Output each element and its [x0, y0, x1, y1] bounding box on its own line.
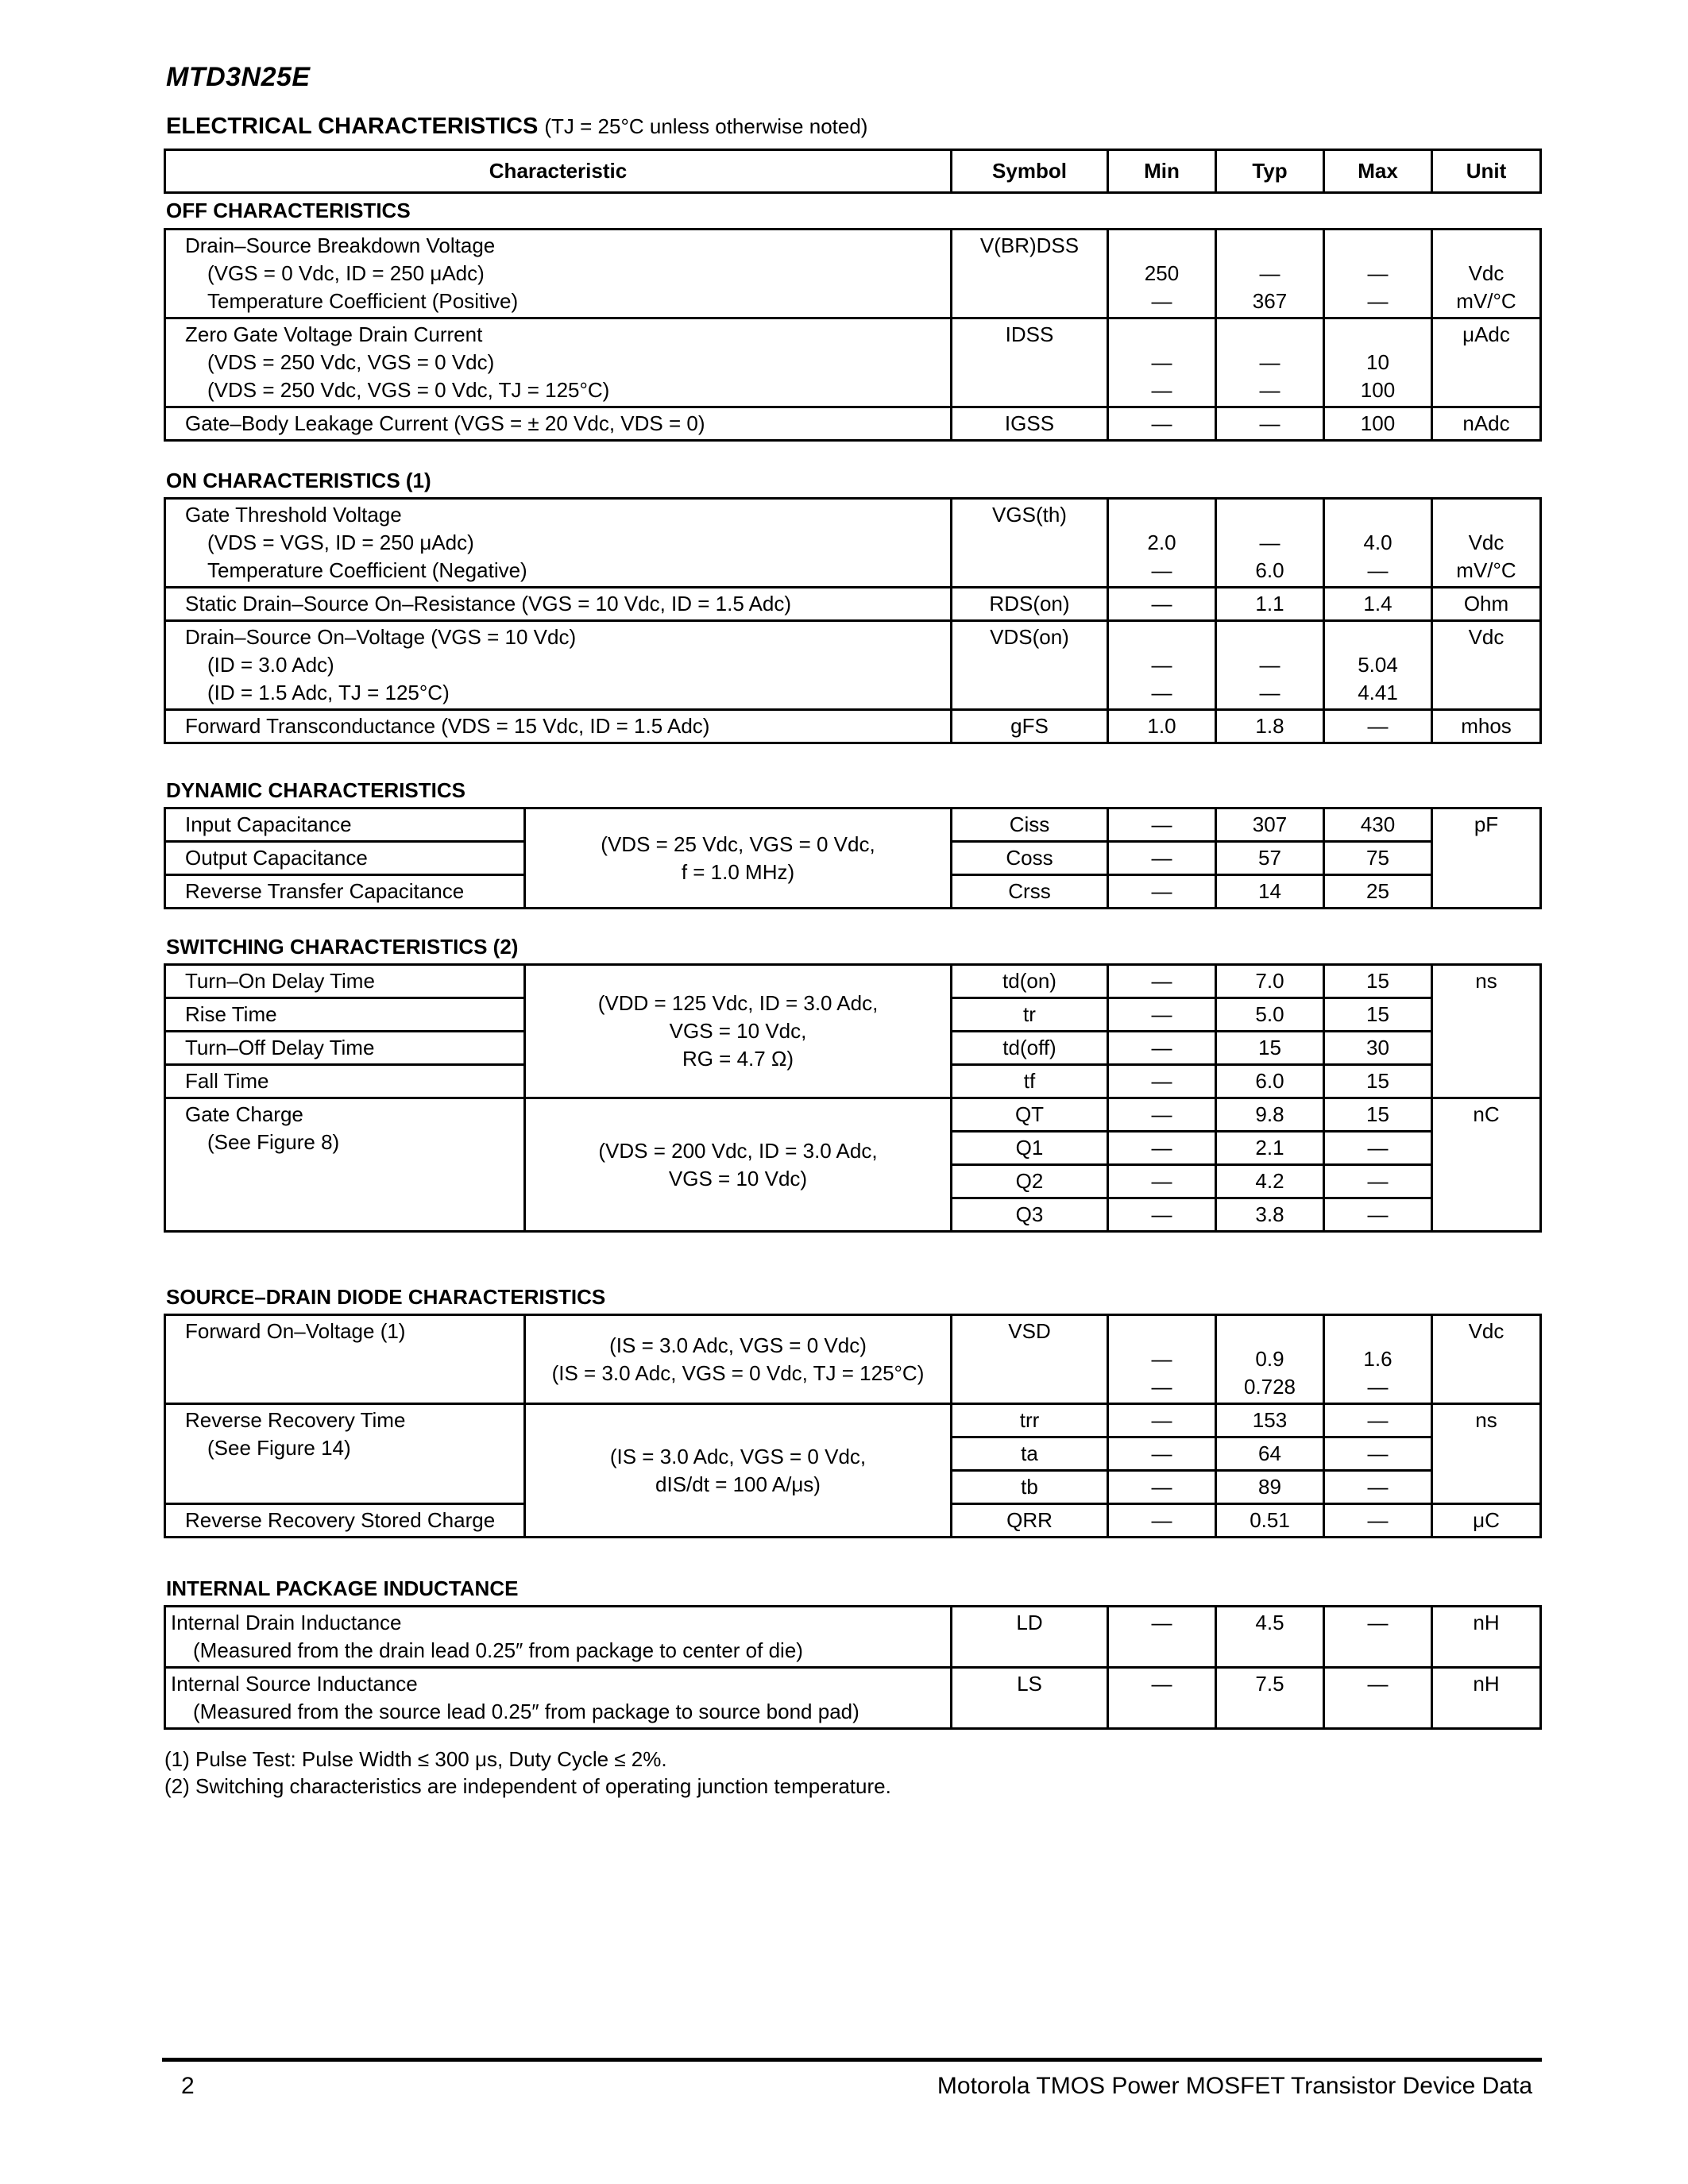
- typ-value: 3.8: [1216, 1198, 1324, 1232]
- max-value: —: [1367, 558, 1389, 582]
- switching-table: [164, 963, 1542, 1233]
- max-value: —: [1324, 1471, 1432, 1504]
- max-value: 1.4: [1324, 588, 1432, 621]
- min-value: —: [1108, 1404, 1216, 1437]
- typ-value: 14: [1216, 875, 1324, 909]
- param-name: Reverse Transfer Capacitance: [165, 875, 525, 909]
- typ-value: —: [1259, 350, 1280, 374]
- param-condition: (ID = 3.0 Adc): [207, 653, 334, 677]
- table-row: [165, 1668, 1541, 1729]
- param-name: Forward Transconductance (VDS = 15 Vdc, ID = 1.5 Adc): [165, 710, 952, 743]
- table-row: [165, 1098, 1541, 1132]
- test-condition: f = 1.0 MHz): [681, 859, 795, 884]
- unit: nH: [1432, 1668, 1541, 1729]
- typ-value: 6.0: [1255, 558, 1284, 582]
- symbol: Q3: [952, 1198, 1108, 1232]
- min-value: —: [1108, 1165, 1216, 1198]
- typ-value: 4.2: [1216, 1165, 1324, 1198]
- symbol: LD: [952, 1607, 1108, 1668]
- test-condition: (IS = 3.0 Adc, VGS = 0 Vdc, TJ = 125°C): [551, 1360, 925, 1385]
- typ-value: 0.728: [1243, 1375, 1296, 1399]
- off-table: [164, 228, 1542, 442]
- unit: Vdc: [1468, 261, 1505, 285]
- param-condition: (Measured from the source lead 0.25″ from package to source bond pad): [193, 1700, 859, 1723]
- typ-value: —: [1216, 407, 1324, 441]
- col-max: Max: [1324, 150, 1432, 193]
- section-diode: SOURCE–DRAIN DIODE CHARACTERISTICS: [166, 1285, 606, 1309]
- section-inductance: INTERNAL PACKAGE INDUCTANCE: [166, 1576, 519, 1600]
- table-row: [165, 318, 1541, 407]
- max-value: 15: [1324, 1065, 1432, 1098]
- typ-value: 0.9: [1255, 1347, 1284, 1371]
- symbol: trr: [952, 1404, 1108, 1437]
- min-value: —: [1108, 1032, 1216, 1065]
- symbol: Crss: [952, 875, 1108, 909]
- symbol: VGS(th): [952, 499, 1108, 588]
- table-row: [165, 808, 1541, 842]
- param-name: Gate Charge: [185, 1102, 303, 1126]
- param-name: Gate–Body Leakage Current (VGS = ± 20 Vdc, VDS = 0): [165, 407, 952, 441]
- symbol: td(on): [952, 965, 1108, 998]
- unit: ns: [1432, 1404, 1541, 1504]
- param-name: Output Capacitance: [165, 842, 525, 875]
- typ-value: 7.0: [1216, 965, 1324, 998]
- table-row: [165, 965, 1541, 998]
- on-table: [164, 497, 1542, 744]
- title-condition: (TJ = 25°C unless otherwise noted): [544, 114, 868, 138]
- typ-value: 4.5: [1216, 1607, 1324, 1668]
- min-value: —: [1108, 1471, 1216, 1504]
- typ-value: 1.8: [1216, 710, 1324, 743]
- typ-value: 307: [1216, 808, 1324, 842]
- max-value: —: [1324, 1668, 1432, 1729]
- unit: ns: [1432, 965, 1541, 1098]
- test-condition: RG = 4.7 Ω): [682, 1047, 794, 1071]
- max-value: —: [1324, 710, 1432, 743]
- typ-value: 7.5: [1216, 1668, 1324, 1729]
- col-unit: Unit: [1432, 150, 1541, 193]
- min-value: —: [1151, 681, 1172, 704]
- param-name: Turn–Off Delay Time: [165, 1032, 525, 1065]
- min-value: —: [1151, 1375, 1172, 1399]
- param-name: Fall Time: [165, 1065, 525, 1098]
- max-value: 10: [1366, 350, 1389, 374]
- param-name: Drain–Source On–Voltage (VGS = 10 Vdc): [185, 625, 577, 649]
- unit: nAdc: [1432, 407, 1541, 441]
- param-name: Static Drain–Source On–Resistance (VGS = 10 Vdc, ID = 1.5 Adc): [165, 588, 952, 621]
- max-value: 4.0: [1363, 531, 1393, 554]
- typ-value: —: [1259, 653, 1280, 677]
- test-condition: (IS = 3.0 Adc, VGS = 0 Vdc,: [609, 1444, 867, 1468]
- table-row: [165, 588, 1541, 621]
- param-name: Rise Time: [165, 998, 525, 1032]
- min-value: —: [1151, 653, 1172, 677]
- min-value: —: [1108, 842, 1216, 875]
- min-value: —: [1108, 1065, 1216, 1098]
- max-value: 15: [1324, 998, 1432, 1032]
- inductance-table: [164, 1605, 1542, 1730]
- param-condition: (VGS = 0 Vdc, ID = 250 μAdc): [207, 261, 485, 285]
- test-condition: (VDD = 125 Vdc, ID = 3.0 Adc,: [597, 991, 879, 1015]
- typ-value: —: [1259, 261, 1280, 285]
- diode-table: [164, 1314, 1542, 1538]
- min-value: —: [1108, 1098, 1216, 1132]
- typ-value: 0.51: [1216, 1504, 1324, 1538]
- col-symbol: Symbol: [952, 150, 1108, 193]
- dynamic-table: [164, 807, 1542, 909]
- param-condition: (VDS = 250 Vdc, VGS = 0 Vdc, TJ = 125°C): [207, 378, 610, 402]
- col-characteristic: Characteristic: [165, 150, 952, 193]
- unit: μC: [1432, 1504, 1541, 1538]
- typ-value: 9.8: [1216, 1098, 1324, 1132]
- table-row: [165, 1404, 1541, 1437]
- typ-value: 57: [1216, 842, 1324, 875]
- min-value: —: [1108, 1668, 1216, 1729]
- min-value: —: [1108, 588, 1216, 621]
- max-value: —: [1367, 289, 1389, 313]
- symbol: IGSS: [952, 407, 1108, 441]
- typ-value: 1.1: [1216, 588, 1324, 621]
- max-value: —: [1324, 1437, 1432, 1471]
- table-row: [165, 621, 1541, 710]
- param-tc: Temperature Coefficient (Positive): [207, 289, 519, 313]
- unit: Ohm: [1432, 588, 1541, 621]
- param-name: Reverse Recovery Stored Charge: [165, 1504, 525, 1538]
- symbol: RDS(on): [952, 588, 1108, 621]
- footer-rule: [162, 2058, 1542, 2062]
- unit: nC: [1432, 1098, 1541, 1232]
- table-row: [165, 1315, 1541, 1404]
- table-row: [165, 230, 1541, 318]
- param-name: Internal Drain Inductance: [171, 1611, 402, 1634]
- symbol: V(BR)DSS: [952, 230, 1108, 318]
- param-name: Input Capacitance: [165, 808, 525, 842]
- max-value: 30: [1324, 1032, 1432, 1065]
- min-value: —: [1151, 558, 1172, 582]
- min-value: —: [1151, 1347, 1172, 1371]
- param-condition: (Measured from the drain lead 0.25″ from package to center of die): [193, 1638, 803, 1662]
- min-value: —: [1108, 998, 1216, 1032]
- min-value: —: [1108, 1504, 1216, 1538]
- typ-value: 64: [1216, 1437, 1324, 1471]
- test-condition: (IS = 3.0 Adc, VGS = 0 Vdc): [609, 1333, 867, 1357]
- symbol: IDSS: [952, 318, 1108, 407]
- page-number: 2: [181, 2073, 195, 2099]
- unit: mhos: [1432, 710, 1541, 743]
- typ-value: 6.0: [1216, 1065, 1324, 1098]
- unit: μAdc: [1432, 318, 1541, 407]
- min-value: —: [1108, 407, 1216, 441]
- param-name: Reverse Recovery Time: [185, 1408, 406, 1432]
- max-value: 15: [1324, 965, 1432, 998]
- test-condition: (VDS = 200 Vdc, ID = 3.0 Adc,: [598, 1138, 878, 1163]
- footnote-1: (1) Pulse Test: Pulse Width ≤ 300 μs, Duty Cycle ≤ 2%.: [164, 1747, 667, 1771]
- min-value: —: [1108, 1132, 1216, 1165]
- max-value: 1.6: [1363, 1347, 1393, 1371]
- symbol: VDS(on): [952, 621, 1108, 710]
- table-row: [165, 407, 1541, 441]
- figure-ref: (See Figure 14): [207, 1436, 351, 1460]
- param-name: Drain–Source Breakdown Voltage: [185, 233, 496, 257]
- symbol: td(off): [952, 1032, 1108, 1065]
- symbol: gFS: [952, 710, 1108, 743]
- typ-value: 5.0: [1216, 998, 1324, 1032]
- section-dynamic: DYNAMIC CHARACTERISTICS: [166, 778, 465, 802]
- symbol: VSD: [952, 1315, 1108, 1404]
- unit: mV/°C: [1456, 289, 1516, 313]
- param-name: Zero Gate Voltage Drain Current: [185, 322, 483, 346]
- unit: pF: [1432, 808, 1541, 909]
- max-value: —: [1324, 1607, 1432, 1668]
- max-value: 100: [1324, 407, 1432, 441]
- param-condition: (VDS = 250 Vdc, VGS = 0 Vdc): [207, 350, 495, 374]
- typ-value: —: [1259, 681, 1280, 704]
- param-tc: Temperature Coefficient (Negative): [207, 558, 527, 582]
- min-value: 250: [1144, 261, 1180, 285]
- title-main: ELECTRICAL CHARACTERISTICS: [166, 114, 539, 139]
- min-value: 1.0: [1108, 710, 1216, 743]
- max-value: —: [1324, 1198, 1432, 1232]
- param-name: Internal Source Inductance: [171, 1672, 418, 1696]
- part-number: MTD3N25E: [166, 62, 311, 92]
- table-row: [165, 710, 1541, 743]
- symbol: tb: [952, 1471, 1108, 1504]
- test-condition: (VDS = 25 Vdc, VGS = 0 Vdc,: [601, 832, 875, 856]
- min-value: —: [1108, 1607, 1216, 1668]
- max-value: 430: [1324, 808, 1432, 842]
- max-value: —: [1324, 1504, 1432, 1538]
- max-value: 4.41: [1358, 681, 1398, 704]
- section-title: [166, 114, 867, 140]
- symbol: QT: [952, 1098, 1108, 1132]
- typ-value: —: [1259, 531, 1280, 554]
- typ-value: —: [1259, 378, 1280, 402]
- section-switching: SWITCHING CHARACTERISTICS (2): [166, 935, 519, 959]
- typ-value: 153: [1216, 1404, 1324, 1437]
- unit: Vdc: [1432, 621, 1541, 710]
- param-condition: (VDS = VGS, ID = 250 μAdc): [207, 531, 474, 554]
- symbol: Ciss: [952, 808, 1108, 842]
- min-value: —: [1108, 1198, 1216, 1232]
- min-value: —: [1151, 289, 1172, 313]
- typ-value: 2.1: [1216, 1132, 1324, 1165]
- param-name: Gate Threshold Voltage: [185, 503, 402, 527]
- max-value: 25: [1324, 875, 1432, 909]
- typ-value: 89: [1216, 1471, 1324, 1504]
- min-value: —: [1108, 808, 1216, 842]
- footnote-2: (2) Switching characteristics are independent of operating junction temperature.: [164, 1774, 891, 1798]
- unit: Vdc: [1432, 1315, 1541, 1404]
- max-value: —: [1324, 1132, 1432, 1165]
- table-row: [165, 499, 1541, 588]
- symbol: LS: [952, 1668, 1108, 1729]
- figure-ref: (See Figure 8): [207, 1130, 340, 1154]
- min-value: —: [1108, 1437, 1216, 1471]
- symbol: Q1: [952, 1132, 1108, 1165]
- section-off: OFF CHARACTERISTICS: [166, 199, 411, 222]
- symbol: Coss: [952, 842, 1108, 875]
- max-value: —: [1367, 1375, 1389, 1399]
- header-table: [164, 149, 1542, 194]
- max-value: —: [1324, 1165, 1432, 1198]
- test-condition: dIS/dt = 100 A/μs): [655, 1472, 821, 1496]
- max-value: 75: [1324, 842, 1432, 875]
- test-condition: VGS = 10 Vdc,: [669, 1019, 807, 1043]
- unit: mV/°C: [1456, 558, 1516, 582]
- unit: nH: [1432, 1607, 1541, 1668]
- min-value: —: [1151, 350, 1172, 374]
- max-value: —: [1324, 1404, 1432, 1437]
- min-value: 2.0: [1147, 531, 1176, 554]
- max-value: 5.04: [1358, 653, 1398, 677]
- min-value: —: [1108, 965, 1216, 998]
- col-typ: Typ: [1216, 150, 1324, 193]
- col-min: Min: [1108, 150, 1216, 193]
- param-name: Turn–On Delay Time: [165, 965, 525, 998]
- param-condition: (ID = 1.5 Adc, TJ = 125°C): [207, 681, 450, 704]
- typ-value: 15: [1216, 1032, 1324, 1065]
- symbol: tf: [952, 1065, 1108, 1098]
- max-value: —: [1367, 261, 1389, 285]
- min-value: —: [1151, 378, 1172, 402]
- max-value: 15: [1324, 1098, 1432, 1132]
- symbol: tr: [952, 998, 1108, 1032]
- min-value: —: [1108, 875, 1216, 909]
- footer-text: Motorola TMOS Power MOSFET Transistor Device Data: [937, 2073, 1532, 2099]
- test-condition: VGS = 10 Vdc): [668, 1166, 808, 1190]
- symbol: QRR: [952, 1504, 1108, 1538]
- table-row: [165, 1607, 1541, 1668]
- max-value: 100: [1360, 378, 1396, 402]
- param-name: Forward On–Voltage (1): [165, 1315, 525, 1404]
- unit: Vdc: [1468, 531, 1505, 554]
- symbol: ta: [952, 1437, 1108, 1471]
- typ-value: 367: [1252, 289, 1288, 313]
- section-on: ON CHARACTERISTICS (1): [166, 469, 431, 492]
- symbol: Q2: [952, 1165, 1108, 1198]
